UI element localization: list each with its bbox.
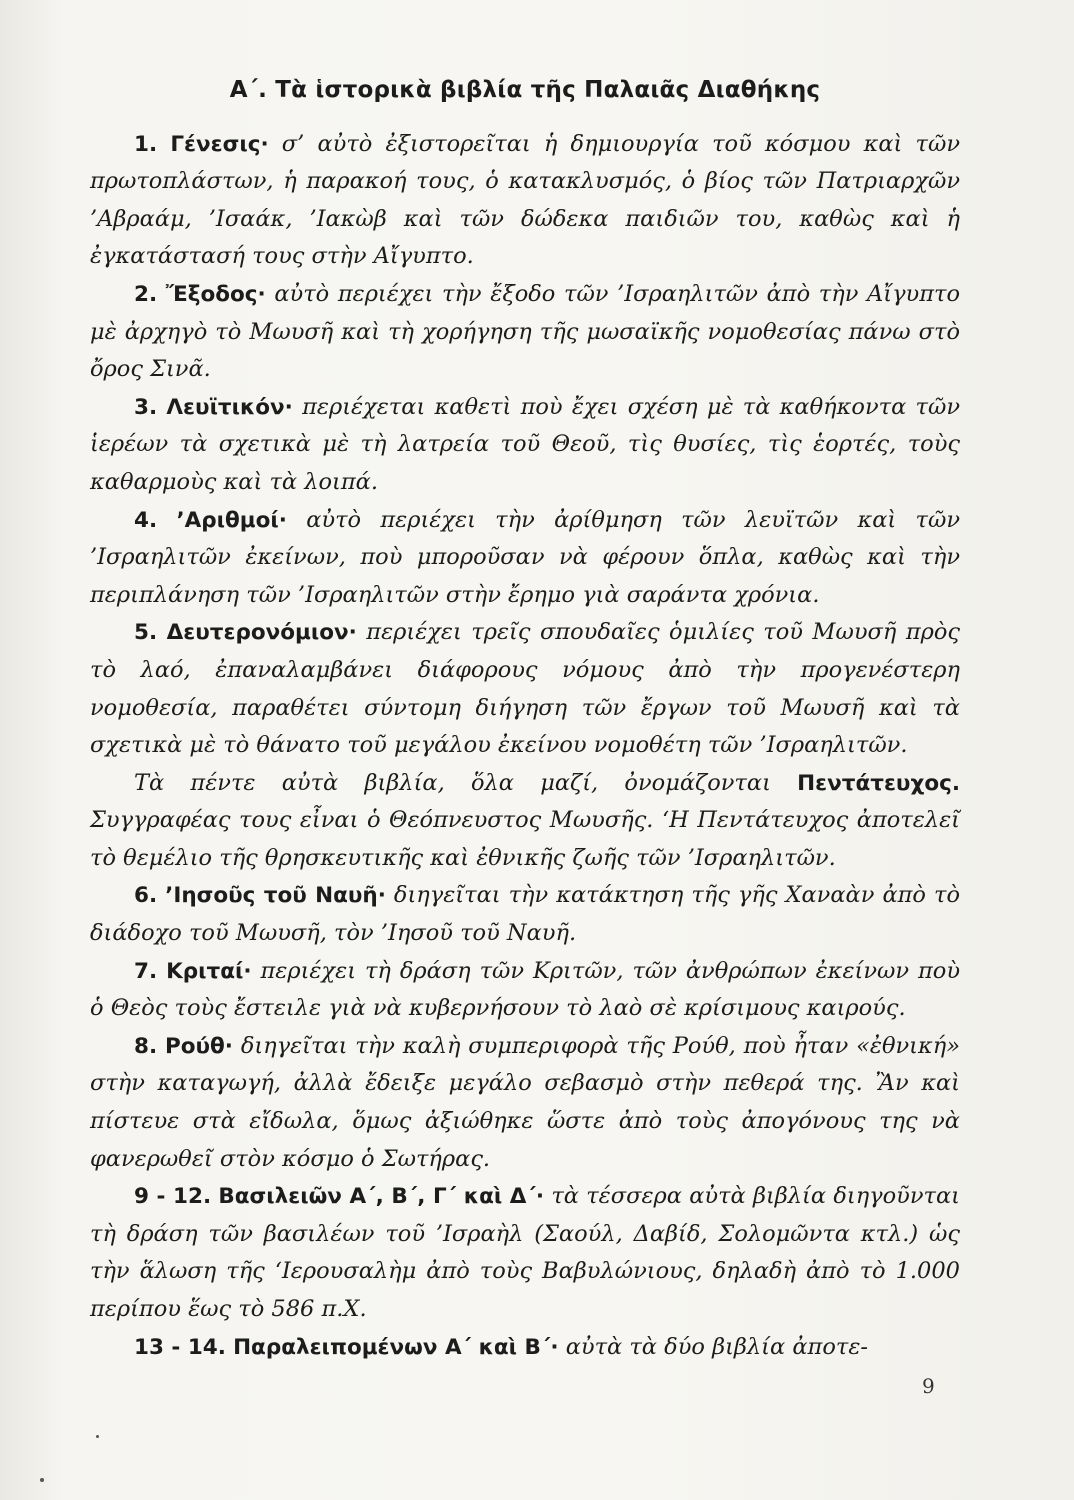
entry-judges: [90, 953, 960, 1028]
entry-text: τὰ τέσσερα αὐτὰ βιβλία διηγοῦνται τὴ δράση τῶν βασιλέων τοῦ ’Ισραὴλ (Σαούλ, Δαβίδ, Σολομῶντα κτλ.) ὡς τὴν ἅλωση τῆς ‘Ιερουσαλὴμ ἀπὸ τοὺς Βαβυλώνιους, δηλαδὴ ἀπὸ τὸ 1.000 περίπου ἕως τὸ 586 π.Χ.: [90, 1183, 960, 1322]
entry-number: 6.: [134, 883, 158, 909]
entry-joshua: [90, 877, 960, 952]
entry-title: Παραλειπομένων Α΄ καὶ Β΄·: [233, 1334, 559, 1360]
scan-speck: [40, 1478, 44, 1482]
entry-text: αὐτὰ τὰ δύο βιβλία ἀποτε-: [558, 1333, 868, 1360]
entry-chronicles: [90, 1329, 960, 1367]
entry-title: Γένεσις·: [170, 131, 269, 157]
entry-number: 5.: [134, 620, 158, 646]
entry-number: 9 - 12.: [134, 1184, 212, 1210]
entry-kings: [90, 1178, 960, 1328]
entry-number: 1.: [134, 131, 158, 157]
entry-text: διηγεῖται τὴν καλὴ συμπεριφορὰ τῆς Ρούθ, ποὺ ἦταν «ἐθνική» στὴν καταγωγή, ἀλλὰ ἔδειξε μεγάλο σεβασμὸ στὴν πεθερά της. Ἂν καὶ πίστευε στὰ εἴδωλα, ὅμως ἀξιώθηκε ὥστε ἀπὸ τοὺς ἀπογόνους της νὰ φανερωθεῖ στὸν κόσμο ὁ Σωτήρας.: [90, 1032, 961, 1172]
entry-text: περιέχει τρεῖς σπουδαῖες ὁμιλίες τοῦ Μωυσῆ πρὸς τὸ λαό, ἐπαναλαμβάνει διάφορους νόμους ἀπὸ τὴν προγενέστερη νομοθεσία, παραθέτει σύντομη διήγηση τῶν ἔργων τοῦ Μωυσῆ καὶ τὰ σχετικὰ μὲ τὸ θάνατο τοῦ μεγάλου ἐκείνου νομοθέτη τῶν ’Ισραηλιτῶν.: [90, 619, 960, 759]
entry-numbers: [90, 502, 960, 615]
pentateuch-term: Πεντάτευχος.: [797, 770, 960, 796]
page-content: [90, 72, 960, 1366]
entry-text: περιέχει τὴ δράση τῶν Κριτῶν, τῶν ἀνθρώπων ἐκείνων ποὺ ὁ Θεὸς τοὺς ἔστειλε γιὰ νὰ κυβερνήσουν τὸ λαὸ σὲ κρίσιμους καιρούς.: [90, 957, 960, 1022]
page-number: 9: [922, 1374, 935, 1398]
entry-title: ’Αριθμοί·: [176, 507, 287, 533]
entry-number: 8.: [134, 1033, 158, 1059]
entry-deuteronomy: [90, 614, 960, 764]
entry-title: Βασιλειῶν Α΄, Β΄, Γ΄ καὶ Δ΄·: [218, 1184, 545, 1210]
pentateuch-paragraph: [90, 765, 960, 878]
section-heading: Α΄. Τὰ ἱστορικὰ βιβλία τῆς Παλαιᾶς Διαθήκης: [229, 77, 821, 103]
entry-number: 3.: [134, 394, 158, 420]
entry-number: 13 - 14.: [134, 1334, 226, 1360]
entry-exodus: [90, 276, 960, 389]
entry-title: Λευϊτικόν·: [166, 394, 293, 420]
entry-title: Ρούθ·: [164, 1033, 233, 1059]
entry-title: Ἔξοδος·: [165, 281, 266, 307]
entry-number: 2.: [134, 281, 158, 307]
scan-speck: [96, 1435, 99, 1438]
entry-title: Δευτερονόμιον·: [166, 620, 357, 646]
pentateuch-text-after: Συγγραφέας τους εἶναι ὁ Θεόπνευστος Μωυσῆς. ‘Η Πεντάτευχος ἀποτελεῖ τὸ θεμέλιο τῆς θρησκευτικῆς καὶ ἐθνικῆς ζωῆς τῶν ’Ισραηλιτῶν.: [90, 807, 960, 871]
entry-text: αὐτὸ περιέχει τὴν ἔξοδο τῶν ’Ισραηλιτῶν ἀπὸ τὴν Αἴγυπτο μὲ ἀρχηγὸ τὸ Μωυσῆ καὶ τὴ χορήγηση τῆς μωσαϊκῆς νομοθεσίας πάνω στὸ ὄρος Σινᾶ.: [90, 280, 960, 383]
entry-title: ’Ιησοῦς τοῦ Ναυῆ·: [165, 883, 386, 909]
entry-text: περιέχεται καθετὶ ποὺ ἔχει σχέση μὲ τὰ καθήκοντα τῶν ἱερέων τὰ σχετικὰ μὲ τὴ λατρεία τοῦ Θεοῦ, τὶς θυσίες, τὶς ἑορτές, τοὺς καθαρμοὺς καὶ τὰ λοιπά.: [90, 393, 960, 495]
entry-leviticus: [90, 389, 960, 502]
entry-number: 4.: [134, 507, 158, 533]
entry-ruth: [90, 1028, 960, 1178]
pentateuch-text-before: Τὰ πέντε αὐτὰ βιβλία, ὅλα μαζί, ὀνομάζονται: [134, 769, 798, 796]
entry-genesis: [90, 126, 960, 276]
entry-number: 7.: [134, 958, 158, 984]
entry-text: σ’ αὐτὸ ἐξιστορεῖται ἡ δημιουργία τοῦ κόσμου καὶ τῶν πρωτοπλάστων, ἡ παρακοή τους, ὁ κατακλυσμός, ὁ βίος τῶν Πατριαρχῶν ’Αβραάμ, ’Ισαάκ, ’Ιακὼβ καὶ τῶν δώδεκα παιδιῶν του, καθὼς καὶ ἡ ἐγκατάστασή τους στὴν Αἴγυπτο.: [90, 130, 961, 270]
entry-text: αὐτὸ περιέχει τὴν ἀρίθμηση τῶν λευϊτῶν καὶ τῶν ’Ισραηλιτῶν ἐκείνων, ποὺ μποροῦσαν νὰ φέρουν ὅπλα, καθὼς καὶ τὴν περιπλάνηση τῶν ’Ισραηλιτῶν στὴν ἔρημο γιὰ σαράντα χρόνια.: [90, 506, 960, 608]
entry-text: διηγεῖται τὴν κατάκτηση τῆς γῆς Χαναὰν ἀπὸ τὸ διάδοχο τοῦ Μωυσῆ, τὸν ’Ιησοῦ τοῦ Ναυῆ.: [90, 882, 960, 947]
entry-title: Κριταί·: [166, 958, 252, 984]
